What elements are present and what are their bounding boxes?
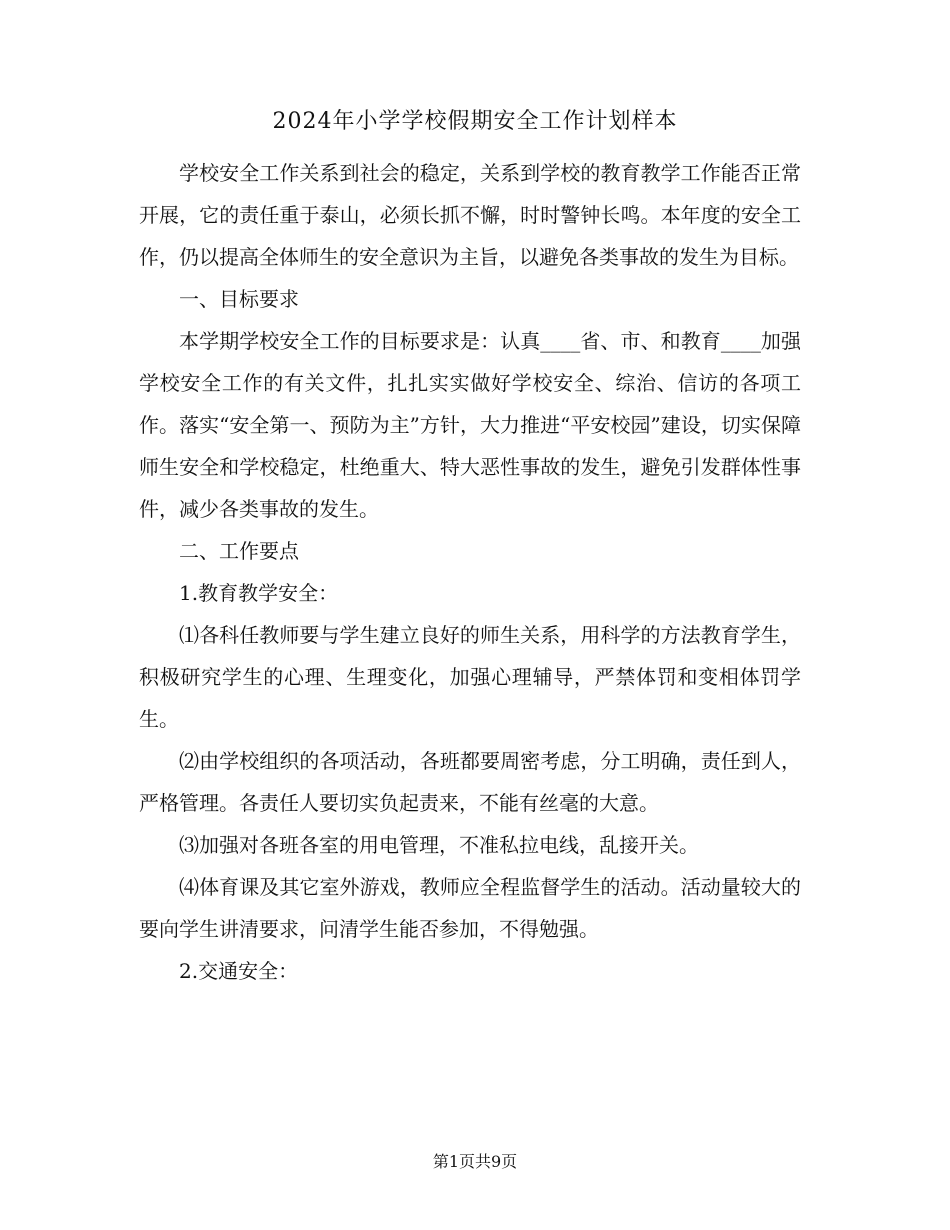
list-item-electricity: ⑶加强对各班各室的用电管理，不准私拉电线，乱接开关。 <box>179 833 699 857</box>
subheading-traffic-safety: 2.交通安全： <box>179 959 299 983</box>
subheading-teaching-safety: 1.教育教学安全： <box>179 581 339 605</box>
document-title: 2024年小学学校假期安全工作计划样本 <box>272 109 678 134</box>
page-number: 第1页共9页 <box>432 1152 518 1171</box>
section-heading-goals: 一、目标要求 <box>179 287 299 311</box>
document-body <box>139 152 801 992</box>
paragraph-intro: 学校安全工作关系到社会的稳定，关系到学校的教育教学工作能否正常开展，它的责任重于泰山，必须长抓不懈，时时警钟长鸣。本年度的安全工作，仍以提高全体师生的安全意识为主旨，以避免各类事故的发生为目标。 <box>139 161 801 269</box>
paragraph-goals: 本学期学校安全工作的目标要求是：认真____省、市、和教育____加强学校安全工作的有关文件，扎扎实实做好学校安全、综治、信访的各项工作。落实“安全第一、预防为主”方针，大力推进“平安校园”建设，切实保障师生安全和学校稳定，杜绝重大、特大恶性事故的发生，避免引发群体性事件，减少各类事故的发生。 <box>139 329 801 521</box>
list-item-pe-class: ⑷体育课及其它室外游戏，教师应全程监督学生的活动。活动量较大的要向学生讲清要求，问清学生能否参加，不得勉强。 <box>139 875 801 941</box>
list-item-teacher-relations: ⑴各科任教师要与学生建立良好的师生关系，用科学的方法教育学生，积极研究学生的心理、生理变化，加强心理辅导，严禁体罚和变相体罚学生。 <box>139 623 801 731</box>
list-item-school-activities: ⑵由学校组织的各项活动，各班都要周密考虑，分工明确，责任到人，严格管理。各责任人要切实负起责来，不能有丝毫的大意。 <box>139 749 801 815</box>
section-heading-key-points: 二、工作要点 <box>179 539 299 563</box>
